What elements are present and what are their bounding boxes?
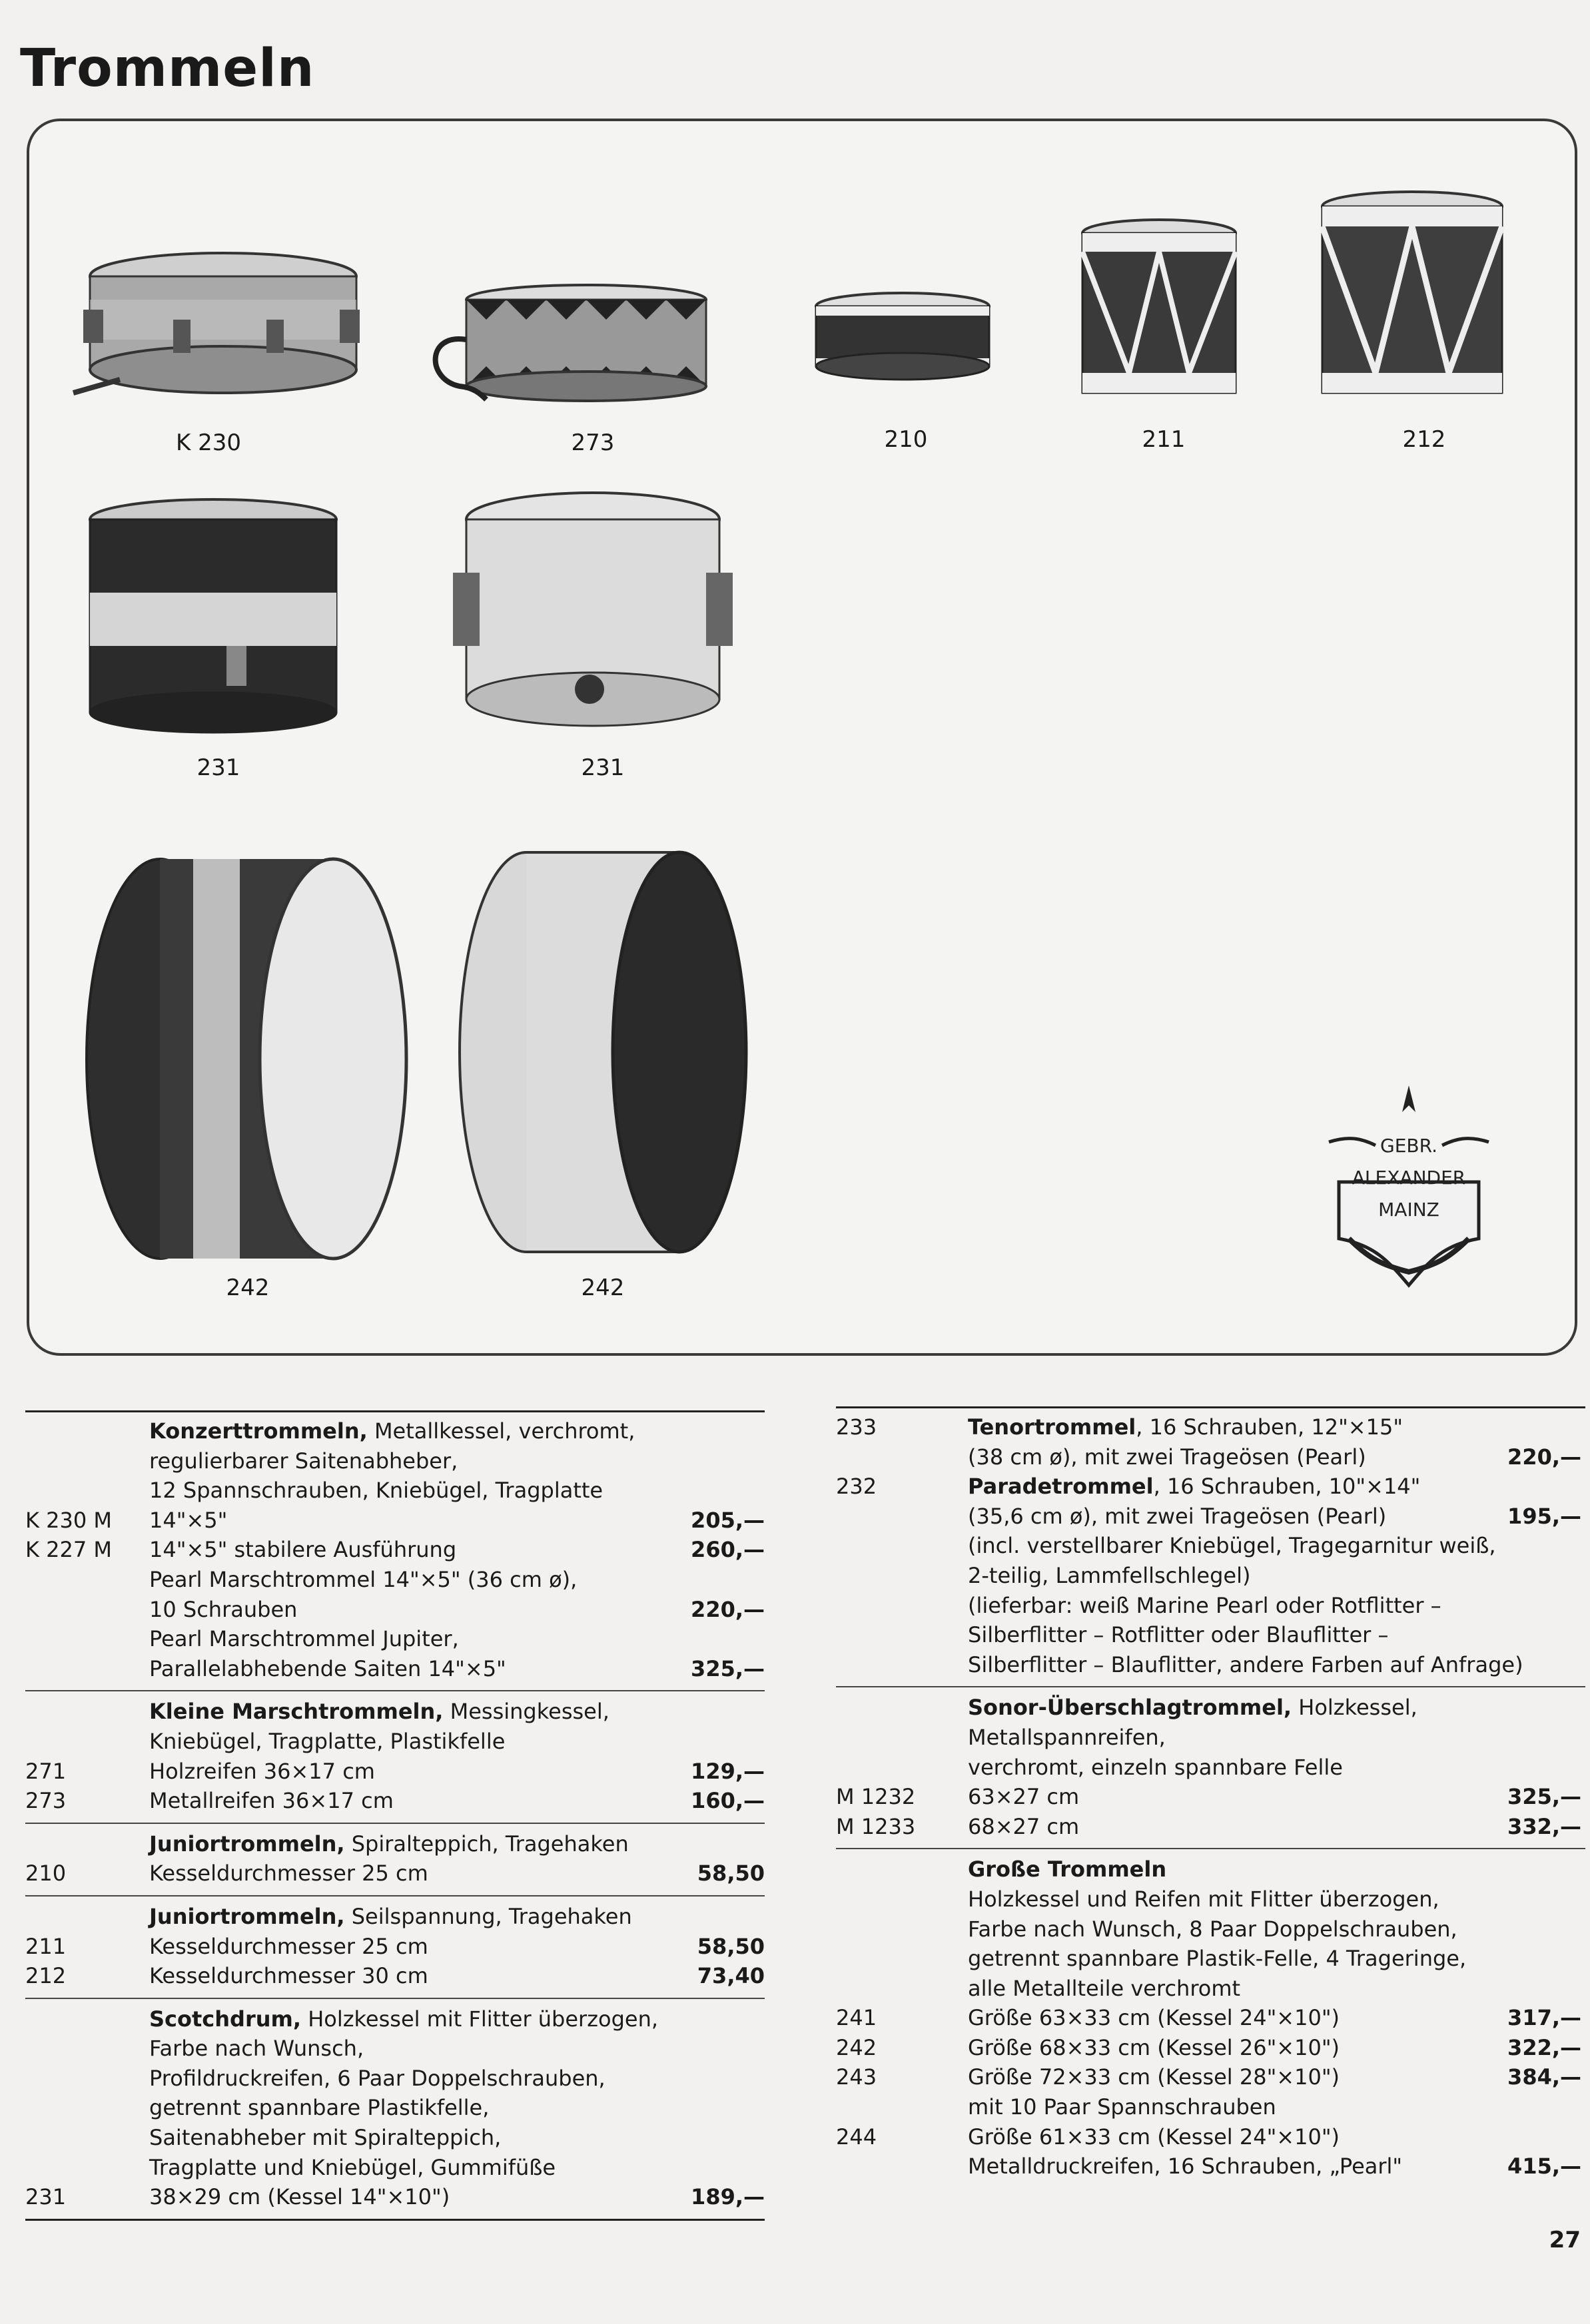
item-price: 73,40 bbox=[697, 1963, 765, 1989]
table-row bbox=[25, 1859, 765, 1888]
drum-212-image bbox=[1306, 186, 1519, 413]
table-row bbox=[836, 1502, 1585, 1532]
caption-242b: 242 bbox=[581, 1275, 625, 1301]
table-row bbox=[836, 1442, 1585, 1472]
item-name-bold: Sonor-Überschlagtrommel, bbox=[968, 1695, 1292, 1721]
section-heading bbox=[149, 1829, 629, 1859]
drum-273-image bbox=[420, 273, 733, 413]
item-description bbox=[968, 2092, 1276, 2122]
table-row bbox=[836, 1412, 1585, 1442]
caption-k230: K 230 bbox=[176, 430, 241, 456]
item-code: 211 bbox=[25, 1933, 67, 1959]
table-row bbox=[836, 2122, 1585, 2152]
table-row bbox=[836, 2003, 1585, 2033]
table-gap bbox=[836, 1687, 1585, 1693]
item-code: K 230 M bbox=[25, 1507, 113, 1533]
table-row bbox=[25, 1727, 765, 1757]
item-description bbox=[968, 1723, 1166, 1753]
item-price: 58,50 bbox=[697, 1933, 765, 1959]
table-row bbox=[25, 1654, 765, 1684]
left-price-table bbox=[25, 1410, 765, 2221]
item-price: 189,— bbox=[691, 2184, 765, 2210]
table-row bbox=[836, 1693, 1585, 1723]
table-gap bbox=[25, 1999, 765, 2004]
item-description-text: Holzkessel, bbox=[1292, 1695, 1417, 1721]
item-description-text: Größe 68×33 cm (Kessel 26"×10") bbox=[968, 2034, 1340, 2060]
item-description-text: Größe 61×33 cm (Kessel 24"×10") bbox=[968, 2124, 1340, 2150]
item-description bbox=[968, 1914, 1457, 1944]
table-rule bbox=[836, 1406, 1585, 1408]
table-row bbox=[25, 2064, 765, 2094]
item-price: 322,— bbox=[1507, 2034, 1581, 2060]
item-description-text: 68×27 cm bbox=[968, 1813, 1080, 1839]
table-gap bbox=[25, 1691, 765, 1697]
logo-line-3: MAINZ bbox=[1378, 1199, 1439, 1221]
table-row bbox=[836, 1620, 1585, 1650]
item-description-text: Größe 63×33 cm (Kessel 24"×10") bbox=[968, 2005, 1340, 2031]
table-row bbox=[25, 1565, 765, 1595]
item-code: 210 bbox=[25, 1861, 67, 1887]
item-price: 415,— bbox=[1507, 2154, 1581, 2179]
item-code: M 1232 bbox=[836, 1784, 916, 1810]
table-gap bbox=[25, 1896, 765, 1902]
item-description bbox=[968, 2003, 1340, 2033]
table-row bbox=[836, 1531, 1585, 1561]
item-price: 220,— bbox=[1507, 1444, 1581, 1470]
section-heading bbox=[149, 1902, 632, 1932]
table-row bbox=[25, 1535, 765, 1565]
item-description-text: alle Metallteile verchromt bbox=[968, 1975, 1241, 2001]
section-heading-row bbox=[25, 1829, 765, 1859]
item-description-text: 2-teilig, Lammfellschlegel) bbox=[968, 1562, 1251, 1588]
item-code: 212 bbox=[25, 1963, 67, 1989]
section-heading bbox=[149, 2004, 658, 2034]
item-description-text: (lieferbar: weiß Marine Pearl oder Rotflitter – bbox=[968, 1592, 1441, 1618]
item-code: 244 bbox=[836, 2124, 877, 2150]
table-row bbox=[25, 1757, 765, 1787]
drum-210-image bbox=[806, 280, 999, 393]
table-row bbox=[25, 1506, 765, 1536]
item-price: 205,— bbox=[691, 1507, 765, 1533]
item-description bbox=[968, 1620, 1388, 1650]
caption-212: 212 bbox=[1402, 426, 1446, 453]
section-heading bbox=[149, 1697, 609, 1727]
table-row bbox=[836, 2152, 1585, 2181]
item-description-text: getrennt spannbare Plastik-Felle, 4 Trageringe, bbox=[968, 1946, 1467, 1972]
caption-231a: 231 bbox=[197, 754, 240, 781]
item-description bbox=[968, 1974, 1240, 2004]
item-code: 241 bbox=[836, 2005, 877, 2031]
item-description bbox=[968, 1591, 1441, 1621]
table-row bbox=[25, 2153, 765, 2183]
item-price: 160,— bbox=[691, 1788, 765, 1814]
item-description bbox=[968, 2033, 1340, 2063]
drum-231a-image bbox=[73, 493, 366, 739]
item-description: Pearl Marschtrommel Jupiter, bbox=[149, 1626, 459, 1652]
section-heading-bold: Scotchdrum, bbox=[149, 2006, 302, 2032]
table-row bbox=[25, 1476, 765, 1506]
item-description bbox=[968, 1753, 1343, 1783]
drum-242b-image bbox=[446, 832, 759, 1265]
table-row bbox=[836, 1561, 1585, 1591]
item-description-text: , 16 Schrauben, 12"×15" bbox=[1136, 1414, 1403, 1440]
table-row bbox=[25, 2093, 765, 2123]
item-code: K 227 M bbox=[25, 1537, 113, 1563]
item-description: Pearl Marschtrommel 14"×5" (36 cm ø), bbox=[149, 1566, 578, 1592]
item-description: Kesseldurchmesser 25 cm bbox=[149, 1861, 428, 1887]
caption-231b: 231 bbox=[581, 754, 625, 781]
item-code: 273 bbox=[25, 1788, 67, 1814]
item-code: 242 bbox=[836, 2034, 877, 2060]
table-row bbox=[836, 2062, 1585, 2092]
item-description: Farbe nach Wunsch, bbox=[149, 2036, 364, 2062]
item-description bbox=[968, 1650, 1523, 1680]
item-description: Kesseldurchmesser 25 cm bbox=[149, 1933, 428, 1959]
item-description: Holzreifen 36×17 cm bbox=[149, 1758, 375, 1784]
item-description-text: 63×27 cm bbox=[968, 1784, 1080, 1810]
drum-231b-image bbox=[446, 486, 739, 739]
table-row bbox=[836, 1472, 1585, 1502]
item-description: Metallreifen 36×17 cm bbox=[149, 1788, 394, 1814]
item-price: 195,— bbox=[1507, 1503, 1581, 1529]
section-heading-row bbox=[25, 1902, 765, 1932]
table-row bbox=[836, 1650, 1585, 1680]
gebr-alexander-mainz-logo bbox=[1309, 1072, 1509, 1292]
table-gap bbox=[836, 1849, 1585, 1855]
item-price: 129,— bbox=[691, 1758, 765, 1784]
item-description: Kesseldurchmesser 30 cm bbox=[149, 1963, 428, 1989]
item-description bbox=[968, 2122, 1340, 2152]
item-description bbox=[968, 1885, 1439, 1914]
item-price: 332,— bbox=[1507, 1813, 1581, 1839]
item-description bbox=[968, 1472, 1420, 1502]
section-heading-rest: Metallkessel, verchromt, bbox=[367, 1418, 635, 1444]
item-price: 317,— bbox=[1507, 2005, 1581, 2031]
item-description: 10 Schrauben bbox=[149, 1596, 298, 1622]
table-row bbox=[25, 1961, 765, 1991]
table-row bbox=[25, 2034, 765, 2064]
section-heading-bold: Juniortrommeln, bbox=[149, 1903, 345, 1929]
section-heading-rest: Seilspannung, Tragehaken bbox=[344, 1903, 632, 1929]
table-gap bbox=[25, 1824, 765, 1829]
item-description bbox=[968, 1782, 1079, 1812]
section-heading-bold: Kleine Marschtrommeln, bbox=[149, 1699, 444, 1725]
item-code: 243 bbox=[836, 2064, 877, 2090]
caption-210: 210 bbox=[884, 426, 928, 453]
table-row bbox=[25, 2123, 765, 2153]
item-description: 14"×5" bbox=[149, 1507, 228, 1533]
caption-273: 273 bbox=[571, 430, 615, 456]
item-price: 384,— bbox=[1507, 2064, 1581, 2090]
item-description: Saitenabheber mit Spiralteppich, bbox=[149, 2125, 502, 2151]
table-row bbox=[836, 1723, 1585, 1753]
page-number: 27 bbox=[1549, 2227, 1581, 2253]
item-description-text: (35,6 cm ø), mit zwei Trageösen (Pearl) bbox=[968, 1503, 1387, 1529]
item-description: 14"×5" stabilere Ausführung bbox=[149, 1537, 457, 1563]
item-price: 325,— bbox=[1507, 1784, 1581, 1810]
table-row bbox=[836, 1914, 1585, 1944]
item-description-text: (incl. verstellbarer Kniebügel, Tragegarnitur weiß, bbox=[968, 1533, 1496, 1559]
table-row bbox=[836, 2033, 1585, 2063]
item-description bbox=[968, 1693, 1417, 1723]
table-row bbox=[25, 1624, 765, 1654]
table-row bbox=[25, 1786, 765, 1816]
item-description: Profildruckreifen, 6 Paar Doppelschrauben, bbox=[149, 2065, 605, 2091]
item-description: Tragplatte und Kniebügel, Gummifüße bbox=[149, 2154, 556, 2180]
table-rule bbox=[25, 2219, 765, 2221]
item-description-text: Größe 72×33 cm (Kessel 28"×10") bbox=[968, 2064, 1340, 2090]
table-row bbox=[25, 2182, 765, 2212]
item-description bbox=[968, 2152, 1402, 2181]
item-price: 325,— bbox=[691, 1655, 765, 1681]
section-heading-rest: Spiralteppich, Tragehaken bbox=[344, 1831, 629, 1857]
table-row bbox=[25, 1595, 765, 1625]
item-description-text: , 16 Schrauben, 10"×14" bbox=[1153, 1474, 1421, 1500]
item-description-text: Holzkessel und Reifen mit Flitter überzogen, bbox=[968, 1886, 1439, 1912]
item-name-bold: Große Trommeln bbox=[968, 1857, 1167, 1883]
table-row bbox=[836, 1591, 1585, 1621]
table-row bbox=[836, 1855, 1585, 1885]
table-row bbox=[836, 1885, 1585, 1914]
item-description: 38×29 cm (Kessel 14"×10") bbox=[149, 2184, 450, 2210]
section-heading-row bbox=[25, 1697, 765, 1727]
item-code: 233 bbox=[836, 1414, 877, 1440]
item-description-text: Farbe nach Wunsch, 8 Paar Doppelschrauben, bbox=[968, 1916, 1457, 1942]
item-description-text: (38 cm ø), mit zwei Trageösen (Pearl) bbox=[968, 1444, 1366, 1470]
item-description bbox=[968, 1502, 1386, 1532]
table-rule bbox=[25, 1410, 765, 1412]
drum-242a-image bbox=[60, 852, 426, 1265]
section-heading-rest: Messingkessel, bbox=[443, 1699, 609, 1725]
item-description: Kniebügel, Tragplatte, Plastikfelle bbox=[149, 1728, 506, 1754]
table-row bbox=[25, 1446, 765, 1476]
item-code: 231 bbox=[25, 2184, 67, 2210]
item-price: 260,— bbox=[691, 1537, 765, 1563]
item-description: 12 Spannschrauben, Kniebügel, Tragplatte bbox=[149, 1478, 603, 1504]
item-price: 58,50 bbox=[697, 1861, 765, 1887]
item-description bbox=[968, 1531, 1496, 1561]
item-description bbox=[968, 1855, 1166, 1885]
table-row bbox=[836, 1944, 1585, 1974]
logo-line-2: ALEXANDER bbox=[1352, 1167, 1466, 1189]
item-description: getrennt spannbare Plastikfelle, bbox=[149, 2095, 490, 2121]
item-description: Parallelabhebende Saiten 14"×5" bbox=[149, 1655, 506, 1681]
item-description-text: Silberflitter – Rotflitter oder Blauflitter – bbox=[968, 1622, 1389, 1648]
table-row bbox=[836, 1974, 1585, 2004]
item-description: regulierbarer Saitenabheber, bbox=[149, 1448, 458, 1474]
item-description bbox=[968, 2062, 1340, 2092]
section-heading bbox=[149, 1416, 635, 1446]
table-row bbox=[836, 1782, 1585, 1812]
item-description-text: verchromt, einzeln spannbare Felle bbox=[968, 1754, 1343, 1780]
section-heading-bold: Konzerttrommeln, bbox=[149, 1418, 368, 1444]
drum-211-image bbox=[1066, 213, 1252, 413]
item-name-bold: Paradetrommel bbox=[968, 1474, 1154, 1500]
drum-k230-image bbox=[67, 246, 380, 413]
item-description bbox=[968, 1944, 1466, 1974]
table-row bbox=[836, 1753, 1585, 1783]
item-description bbox=[968, 1412, 1403, 1442]
page-title: Trommeln bbox=[20, 39, 315, 99]
item-description bbox=[968, 1442, 1366, 1472]
item-code: 271 bbox=[25, 1758, 67, 1784]
table-row bbox=[836, 2092, 1585, 2122]
section-heading-row bbox=[25, 2004, 765, 2034]
item-code: 232 bbox=[836, 1474, 877, 1500]
item-description-text: mit 10 Paar Spannschrauben bbox=[968, 2094, 1276, 2120]
section-heading-rest: Holzkessel mit Flitter überzogen, bbox=[301, 2006, 659, 2032]
right-price-table bbox=[836, 1406, 1585, 2181]
logo-line-1: GEBR. bbox=[1380, 1135, 1437, 1157]
caption-211: 211 bbox=[1142, 426, 1186, 453]
section-heading-row bbox=[25, 1416, 765, 1446]
caption-242a: 242 bbox=[226, 1275, 270, 1301]
item-description bbox=[968, 1812, 1079, 1842]
table-row bbox=[25, 1932, 765, 1962]
item-code: M 1233 bbox=[836, 1813, 916, 1839]
item-name-bold: Tenortrommel bbox=[968, 1414, 1136, 1440]
item-description bbox=[968, 1561, 1250, 1591]
item-description-text: Silberflitter – Blauflitter, andere Farben auf Anfrage) bbox=[968, 1651, 1523, 1677]
item-description-text: Metalldruckreifen, 16 Schrauben, „Pearl" bbox=[968, 2154, 1403, 2179]
section-heading-bold: Juniortrommeln, bbox=[149, 1831, 345, 1857]
item-description-text: Metallspannreifen, bbox=[968, 1724, 1166, 1750]
item-price: 220,— bbox=[691, 1596, 765, 1622]
table-row bbox=[836, 1812, 1585, 1842]
